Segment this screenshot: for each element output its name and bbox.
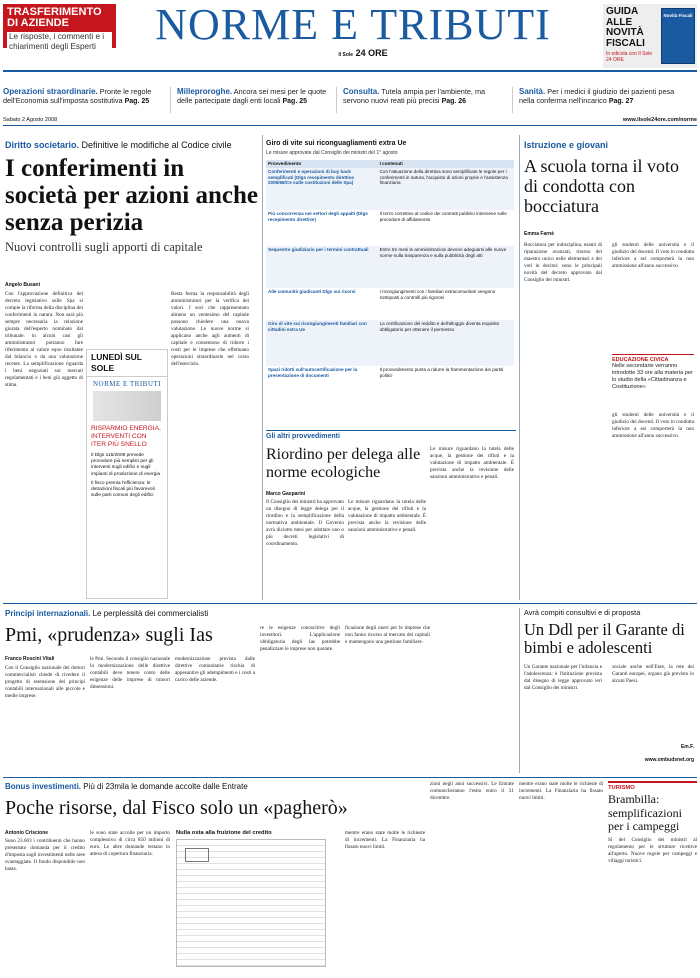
scuola-col1-text: Bocciatura per indisciplina, esami di riparazione avanzati, ritorno del maestro unico nelle elementari e dei voti in decimi: sono le principali novità del decreto approvato dal Consiglio dei ministri. — [524, 242, 602, 283]
lead-col1-text: Con l'approvazione definitiva del decreto legislativo sulle Spa si compie la riforma della disciplina dei conferimenti in natura. Non sarà più sempre necessaria la relazione giurata dell'esperto nominato dal tribunale: in alcuni casi gli amministratori potranno fare riferimento al valore equo risultante dal bilancio o da una valutazione recente. La semplificazione riguarda i beni negoziati sui mercati regolamentati e i beni già oggetto di stima. — [5, 291, 83, 388]
garante-col1-text: Un Garante nazionale per l'infanzia e l'adolescenza: è l'istituzione prevista dal disegno di legge approvato ieri dal Consiglio dei ministri. — [524, 664, 602, 691]
bonus-col3-text: mentre erano state molte le richieste di incrementi. La Finanziaria ha fissato nuovi limiti. — [345, 830, 425, 850]
bonus-col4-text: zioni negli anni successivi. Le Entrate comunicheranno l'esito entro il 31 dicembre. — [430, 781, 514, 801]
table-cell-b: I ricongiungimenti con i familiari extracomunitari vengono sottoposti a controlli più rigorosi — [379, 288, 496, 300]
riordino-column-1 — [266, 499, 344, 599]
scanned-document — [176, 839, 326, 967]
ias-kicker — [5, 608, 435, 619]
teaser-item[interactable] — [519, 87, 689, 113]
lunedi-thumbnail — [93, 391, 161, 421]
ias-column-1 — [5, 665, 85, 773]
brand-24ore: 24 ORE — [355, 48, 388, 58]
scuola-col2-text: gli studenti delle università e il giudizio dei docenti. Il voto in condotta inferiore a sei comporterà la non ammissione all'anno successivo. — [612, 242, 694, 269]
table-cell-a: Spazi ridotti sull'autocertificazione per la presentazione di documenti — [268, 366, 358, 378]
teaser-bar — [3, 87, 697, 113]
lunedi-headline: RISPARMIO ENERGIA, INTERVENTI CON ITER PIÙ SNELLO — [91, 425, 161, 448]
bonus-section: Bonus investimenti. — [5, 782, 82, 791]
left-box-subtitle: Le risposte, i commenti e i chiarimenti degli Esperti — [7, 32, 112, 52]
guide-cover-label: Novità Fiscali — [663, 13, 693, 18]
riordino-col2-text: Le misure riguardano la tutela delle acque, la gestione dei rifiuti e la valutazione di impatto ambientale. È prevista anche la revisione delle sanzioni amministrative e penali. — [348, 499, 426, 533]
document-stamp — [185, 848, 209, 862]
garante-author: Em.F. — [680, 744, 694, 750]
garante-site-link[interactable]: www.ombudsnet.org — [644, 757, 694, 763]
date-text: Sabato 2 Agosto 2008 — [3, 117, 58, 123]
scuola-column-3 — [612, 412, 694, 599]
figure-caption: Nulla osta alla fruizione del credito — [176, 830, 272, 836]
brand-sole: Il Sole — [338, 52, 354, 58]
masthead-right-box[interactable] — [603, 4, 697, 68]
ias-author: Franco Roscini Vitali — [5, 656, 55, 662]
teaser-text: Per i medici il giudizio dei pazienti pesa nella conferma nell'incarico — [519, 87, 675, 105]
educazione-civica-box — [612, 354, 694, 408]
scuola-column-1 — [524, 242, 602, 599]
table-cell-b: Il provvedimento punta a ridurre la frammentazione dei partiti politici — [379, 366, 504, 378]
lunedi-brand: NORME E TRIBUTI — [92, 380, 162, 388]
bonus-headline[interactable]: Poche risorse, dal Fisco solo un «pagherò» — [5, 797, 348, 819]
scuola-column-2 — [612, 242, 694, 350]
measures-table — [266, 160, 514, 408]
lead-headline[interactable]: I conferimenti in società per azioni anche senza perizia — [5, 155, 258, 236]
ias-headline[interactable]: Pmi, «prudenza» sugli Ias — [5, 624, 213, 646]
teaser-page: Pag. 25 — [282, 98, 307, 105]
lunedi-title: LUNEDÌ SUL SOLE — [87, 350, 167, 377]
table-header-row — [266, 160, 514, 168]
table-header-a: Provvedimento — [268, 161, 302, 166]
teaser-page: Pag. 27 — [608, 98, 634, 105]
table-row — [266, 288, 514, 320]
ias-section: Principi internazionali. — [5, 609, 91, 618]
teaser-kicker: Milleproroghe. — [177, 87, 233, 96]
garante-column-1 — [524, 664, 602, 764]
masthead-left-box[interactable] — [3, 4, 116, 51]
bonus-column-4 — [430, 781, 514, 974]
table-row — [266, 210, 514, 246]
garante-headline[interactable]: Un Ddl per il Garante di bimbi e adolescenti — [524, 620, 685, 657]
bonus-document-figure — [176, 830, 338, 974]
riordino-col1-text: Il Consiglio dei ministri ha approvato un disegno di legge delega per il riordino e la semplificazione della normativa ambientale. Il Governo avrà diciotto mesi per adottare uno o più decreti legislativi di coordinamento. — [266, 499, 344, 547]
ias-column-4 — [260, 625, 340, 773]
turismo-headline[interactable]: Brambilla: semplificazioni per i campeggi — [608, 792, 682, 833]
dateline — [3, 117, 697, 126]
masthead-brand — [318, 48, 408, 58]
lead-column-3 — [252, 291, 260, 599]
table-cell-a: Giro di vite sui ricongiungimenti familiari con cittadini extra Ue — [268, 320, 367, 332]
turismo-text: Sì del Consiglio dei ministri al regolamento per le strutture ricettive all'aperto. Nuove regole per campeggi e villaggi turistici. — [608, 836, 697, 864]
left-box-title: TRASFERIMENTO DI AZIENDE — [7, 6, 102, 29]
table-cell-a: Sequestro giudiziario per i termini contrattuali — [268, 246, 369, 252]
lunedi-box[interactable] — [86, 349, 168, 599]
table-cell-a: Più concorrenza nei settori degli appalti (Dlgs recepimento direttive) — [268, 210, 368, 222]
teaser-text: Ancora sei mesi per le quote delle partecipate dagli enti locali — [177, 87, 327, 105]
guide-cover-image — [661, 8, 695, 64]
scuola-headline[interactable]: A scuola torna il voto di condotta con bocciatura — [524, 156, 679, 216]
bonus-author: Antonio Criscione — [5, 830, 49, 836]
table-subtitle: Le misure approvate dal Consiglio dei ministri del 1° agosto — [266, 150, 398, 156]
educazione-box-text: Nelle secondarie verranno introdotte 33 ore alla materia per lo studio della «Cittadinanza e Costituzione» — [612, 363, 693, 390]
table-row — [266, 168, 514, 210]
ias-col3-text: modernizzazione prevista dalle direttive comunitarie rischia di appesantire gli adempimenti e i costi a carico delle aziende. — [175, 656, 255, 683]
bonus-kicker — [5, 781, 435, 792]
scuola-col3-text: gli studenti delle università e il giudizio dei docenti. Il voto in condotta inferiore a sei comporterà la non ammissione all'anno successivo. — [612, 412, 694, 439]
right-box-sub: In edicola con Il Sole 24 ORE — [606, 51, 653, 63]
ias-col2-text: le Pmi. Secondo il consiglio nazionale la modernizzazione delle direttive contabili deve tenere conto delle esigenze delle imprese di minori dimensioni. — [90, 656, 170, 690]
riordino-headline[interactable]: Riordino per delega alle norme ecologiche — [266, 446, 421, 481]
table-cell-b: Con l'attuazione della direttiva sono semplificate le regole per i conferimenti in natura, l'acquisto di azioni proprie e l'assistenza finanziaria — [379, 168, 508, 186]
scuola-section — [524, 140, 694, 151]
ias-column-5 — [345, 625, 430, 773]
table-cell-a: Alle comunità giudicanti Dlgs sui ricorsi — [268, 288, 356, 294]
riordino-column-3 — [430, 446, 514, 599]
site-link[interactable]: www.ilsole24ore.com/norme — [622, 117, 697, 123]
teaser-item[interactable] — [177, 87, 337, 113]
teaser-kicker: Sanità. — [519, 87, 546, 96]
ias-col5-text: ficazione degli oneri per le imprese che non fanno ricorso al mercato dei capitali e mantengono una gestione familiare. — [345, 625, 430, 645]
garante-column-2 — [612, 664, 694, 744]
table-header-b: I contenuti — [379, 161, 403, 166]
lead-col2-text: Resta ferma la responsabilità degli amministratori per la verifica dei valori. I soci che rappresentano almeno un ventesimo del capitale possono chiedere una nuova valutazione. Le nuove norme si applicano anche agli aumenti di capitale e consentono di ridurre i costi per le imprese che effettuano operazioni straordinarie nel corso dell'esercizio. — [171, 291, 249, 367]
ias-col1-text: Con il Consiglio nazionale dei dottori commercialisti chiede di rivedere il progetto di estensione dei principi contabili internazionali alle piccole e medie imprese. — [5, 665, 85, 699]
scuola-author: Emma Farnè — [524, 231, 555, 237]
right-box-title: GUIDA ALLE NOVITÀ FISCALI — [606, 6, 645, 49]
teaser-kicker: Operazioni straordinarie. — [3, 87, 98, 96]
lead-deck: Nuovi controlli sugli apporti di capitale — [5, 240, 203, 254]
bonus-column-3 — [345, 830, 425, 974]
table-row — [266, 320, 514, 366]
ias-column-3 — [175, 656, 255, 773]
bonus-kicker-text: Più di 23mila le domande accolte dalle Entrate — [83, 782, 248, 791]
table-row — [266, 246, 514, 288]
teaser-page: Pag. 25 — [124, 98, 150, 105]
table-cell-b: Il terzo correttivo al codice dei contratti pubblici interviene sulle procedure di affidamento — [379, 210, 507, 222]
riordino-column-2 — [348, 499, 426, 599]
teaser-item[interactable] — [3, 87, 171, 113]
scuola-section-label: Istruzione e giovani — [524, 140, 609, 150]
educazione-box-title: EDUCAZIONE CIVICA — [612, 357, 669, 363]
lead-section: Diritto societario. — [5, 140, 80, 150]
turismo-section: TURISMO — [608, 785, 635, 791]
table-cell-b: Entro tre mesi le amministrazioni devono adeguarsi alle nuove norme sulla trasparenza e sulla pubblicità degli atti — [379, 246, 507, 258]
garante-kicker: Avrà compiti consultivi e di proposta — [524, 608, 641, 617]
table-row — [266, 366, 514, 408]
bonus-col5-text: mentre erano state molte le richieste di incrementi. La Finanziaria ha fissato nuovi limiti. — [519, 781, 603, 801]
table-title: Giro di vite sui riconguagliamenti extra Ue — [266, 140, 407, 147]
teaser-text: Pronte le regole dell'Economia sull'imposta sostitutiva — [3, 87, 152, 105]
lead-kicker: Definitive le modifiche al Codice civile — [81, 140, 232, 150]
ias-kicker-text: Le perplessità dei commercialisti — [92, 609, 209, 618]
teaser-kicker: Consulta. — [343, 87, 380, 96]
bonus-column-2 — [90, 830, 170, 974]
turismo-box — [608, 781, 697, 974]
bonus-col1-text: Sono 23.603 i contribuenti che hanno presentato domanda per il credito d'imposta sugli investimenti nelle aree svantaggiate. Il fondo disponibile non basta. — [5, 838, 85, 872]
riordino-author: Marco Gasparini — [266, 491, 306, 497]
lead-section-kicker — [5, 140, 265, 151]
riordino-col3-text: Le misure riguardano la tutela delle acque, la gestione dei rifiuti e la valutazione di impatto ambientale. È prevista anche la revisione delle sanzioni amministrative e penali. — [430, 446, 514, 480]
garante-col2-text: sociale anche nell'Ente, la rete dei Garanti europei, organo già previsto in alcuni Paesi. — [612, 664, 694, 684]
page-title: NORME E TRIBUTI — [155, 0, 551, 49]
ias-col4-text: re le esigenze conoscitive degli investitori. L'applicazione obbligatoria degli Ias potrebbe penalizzare le imprese non quotate. — [260, 625, 340, 652]
lead-author: Angelo Busani — [5, 282, 41, 288]
bonus-col2-text: le sono state accolte per un importo complessivo di circa 850 milioni di euro. Le altre domande restano in attesa di copertura finanziaria. — [90, 830, 170, 857]
teaser-item[interactable] — [343, 87, 513, 113]
bonus-column-1 — [5, 838, 85, 974]
lead-column-2 — [171, 291, 249, 599]
table-cell-a: Conferimenti e operazioni di buy back semplificati (Dlgs recepimento direttiva 2006/68/Ce sulle costituzioni delle Spa) — [268, 168, 354, 186]
lunedi-item-1: Il Dlgs 115/2008 prevede procedure più semplici per gli interventi sugli edifici e sugli impianti di produzione di energia — [91, 453, 161, 477]
table-cell-b: La certificazione del reddito e dell'alloggio diventa requisito obbligatorio per ottenere il permesso — [379, 320, 500, 332]
teaser-page: Pag. 26 — [441, 98, 467, 105]
lead-column-1 — [5, 291, 83, 599]
riordino-section: Gli altri provvedimenti — [266, 430, 516, 440]
teaser-text: Tutela ampia per l'ambiente, ma servono nuovi reati più precisi — [343, 87, 486, 105]
lunedi-item-2: Il fisco premia l'efficienza: le detrazioni fiscali più favorevoli sulle parti comuni degli edifici — [91, 480, 155, 499]
bonus-column-5 — [519, 781, 603, 974]
ias-column-2 — [90, 656, 170, 773]
